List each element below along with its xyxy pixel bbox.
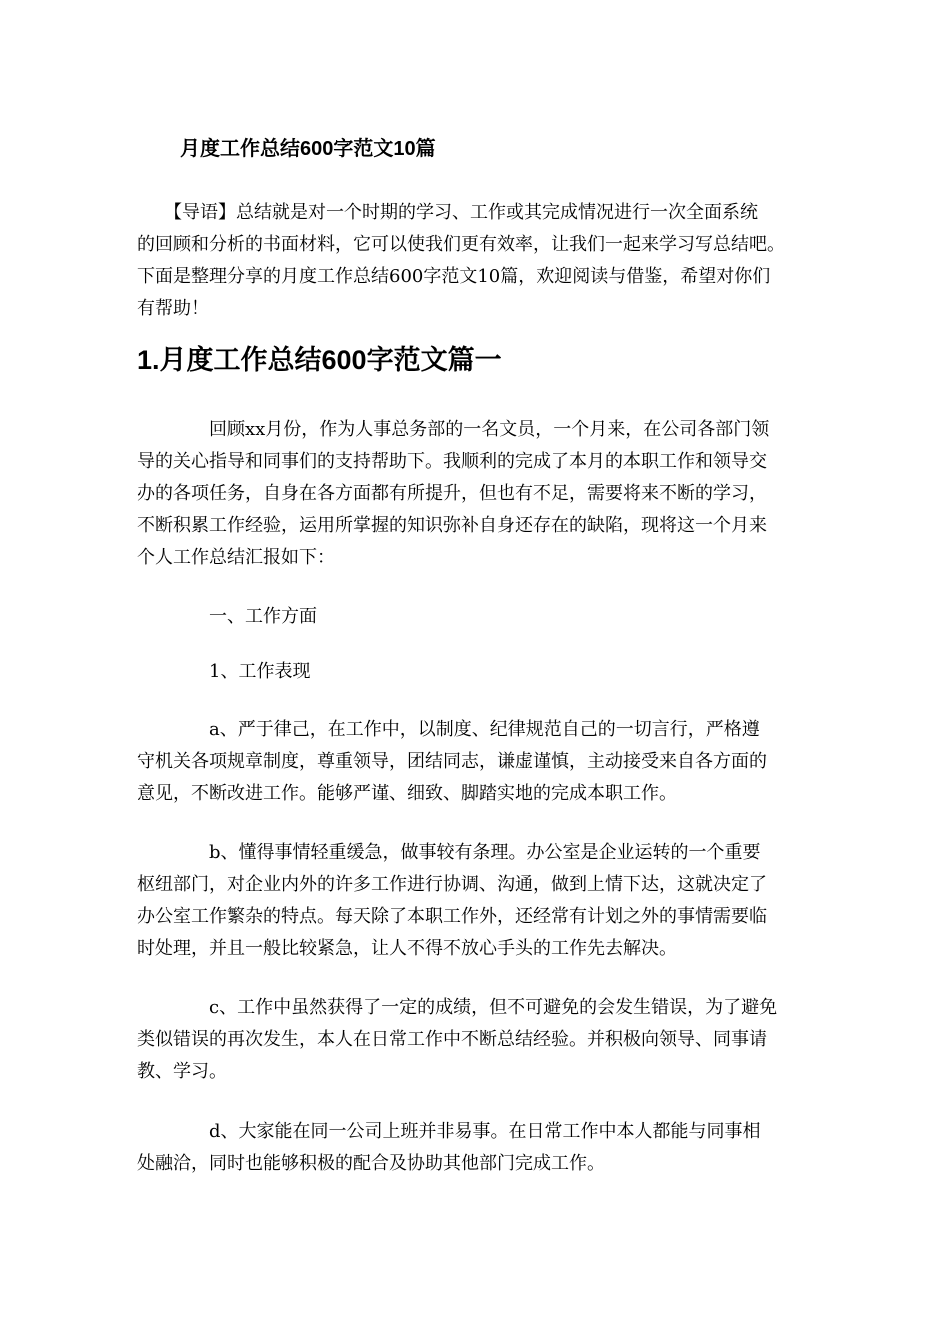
text-line: 类似错误的再次发生，本人在日常工作中不断总结经验。并积极向领导、同事请 xyxy=(137,1029,767,1050)
text-line: d、大家能在同一公司上班并非易事。在日常工作中本人都能与同事相 xyxy=(137,1121,761,1142)
text-line: 1、工作表现 xyxy=(137,661,311,682)
text-line: 回顾xx月份，作为人事总务部的一名文员，一个月来，在公司各部门领 xyxy=(137,419,770,440)
text-line: 下面是整理分享的月度工作总结600字范文10篇，欢迎阅读与借鉴，希望对你们 xyxy=(137,266,771,287)
body-paragraph xyxy=(137,656,817,688)
body-paragraph xyxy=(137,601,817,633)
body-paragraph xyxy=(137,414,817,574)
text-line: 个人工作总结汇报如下： xyxy=(137,547,335,568)
text-line: 导的关心指导和同事们的支持帮助下。我顺利的完成了本月的本职工作和领导交 xyxy=(137,451,767,472)
text-line: 办的各项任务，自身在各方面都有所提升，但也有不足，需要将来不断的学习， xyxy=(137,483,767,504)
body-paragraph xyxy=(137,837,817,965)
text-line: 办公室工作繁杂的特点。每天除了本职工作外，还经常有计划之外的事情需要临 xyxy=(137,906,767,927)
text-line: 有帮助！ xyxy=(137,298,209,319)
body-paragraph xyxy=(137,992,817,1088)
intro-paragraph xyxy=(137,197,817,325)
text-line: b、懂得事情轻重缓急，做事较有条理。办公室是企业运转的一个重要 xyxy=(137,842,761,863)
text-line: 枢纽部门，对企业内外的许多工作进行协调、沟通，做到上情下达，这就决定了 xyxy=(137,874,767,895)
text-line: 一、工作方面 xyxy=(137,606,317,627)
text-line: 【导语】总结就是对一个时期的学习、工作或其完成情况进行一次全面系统 xyxy=(137,202,758,223)
body-paragraph xyxy=(137,1116,817,1180)
section-heading: 1.月度工作总结600字范文篇一 xyxy=(137,345,502,375)
text-line: 的回顾和分析的书面材料，它可以使我们更有效率，让我们一起来学习写总结吧。 xyxy=(137,234,785,255)
text-line: 时处理，并且一般比较紧急，让人不得不放心手头的工作先去解决。 xyxy=(137,938,677,959)
body-paragraph xyxy=(137,714,817,810)
text-line: 教、学习。 xyxy=(137,1061,227,1082)
text-line: c、工作中虽然获得了一定的成绩，但不可避免的会发生错误，为了避免 xyxy=(137,997,778,1018)
text-line: 意见，不断改进工作。能够严谨、细致、脚踏实地的完成本职工作。 xyxy=(137,783,677,804)
text-line: 不断积累工作经验，运用所掌握的知识弥补自身还存在的缺陷，现将这一个月来 xyxy=(137,515,767,536)
text-line: 守机关各项规章制度，尊重领导，团结同志，谦虚谨慎，主动接受来自各方面的 xyxy=(137,751,767,772)
document-title: 月度工作总结600字范文10篇 xyxy=(180,138,436,160)
text-line: a、严于律己，在工作中，以制度、纪律规范自己的一切言行，严格遵 xyxy=(137,719,760,740)
text-line: 处融洽，同时也能够积极的配合及协助其他部门完成工作。 xyxy=(137,1153,605,1174)
